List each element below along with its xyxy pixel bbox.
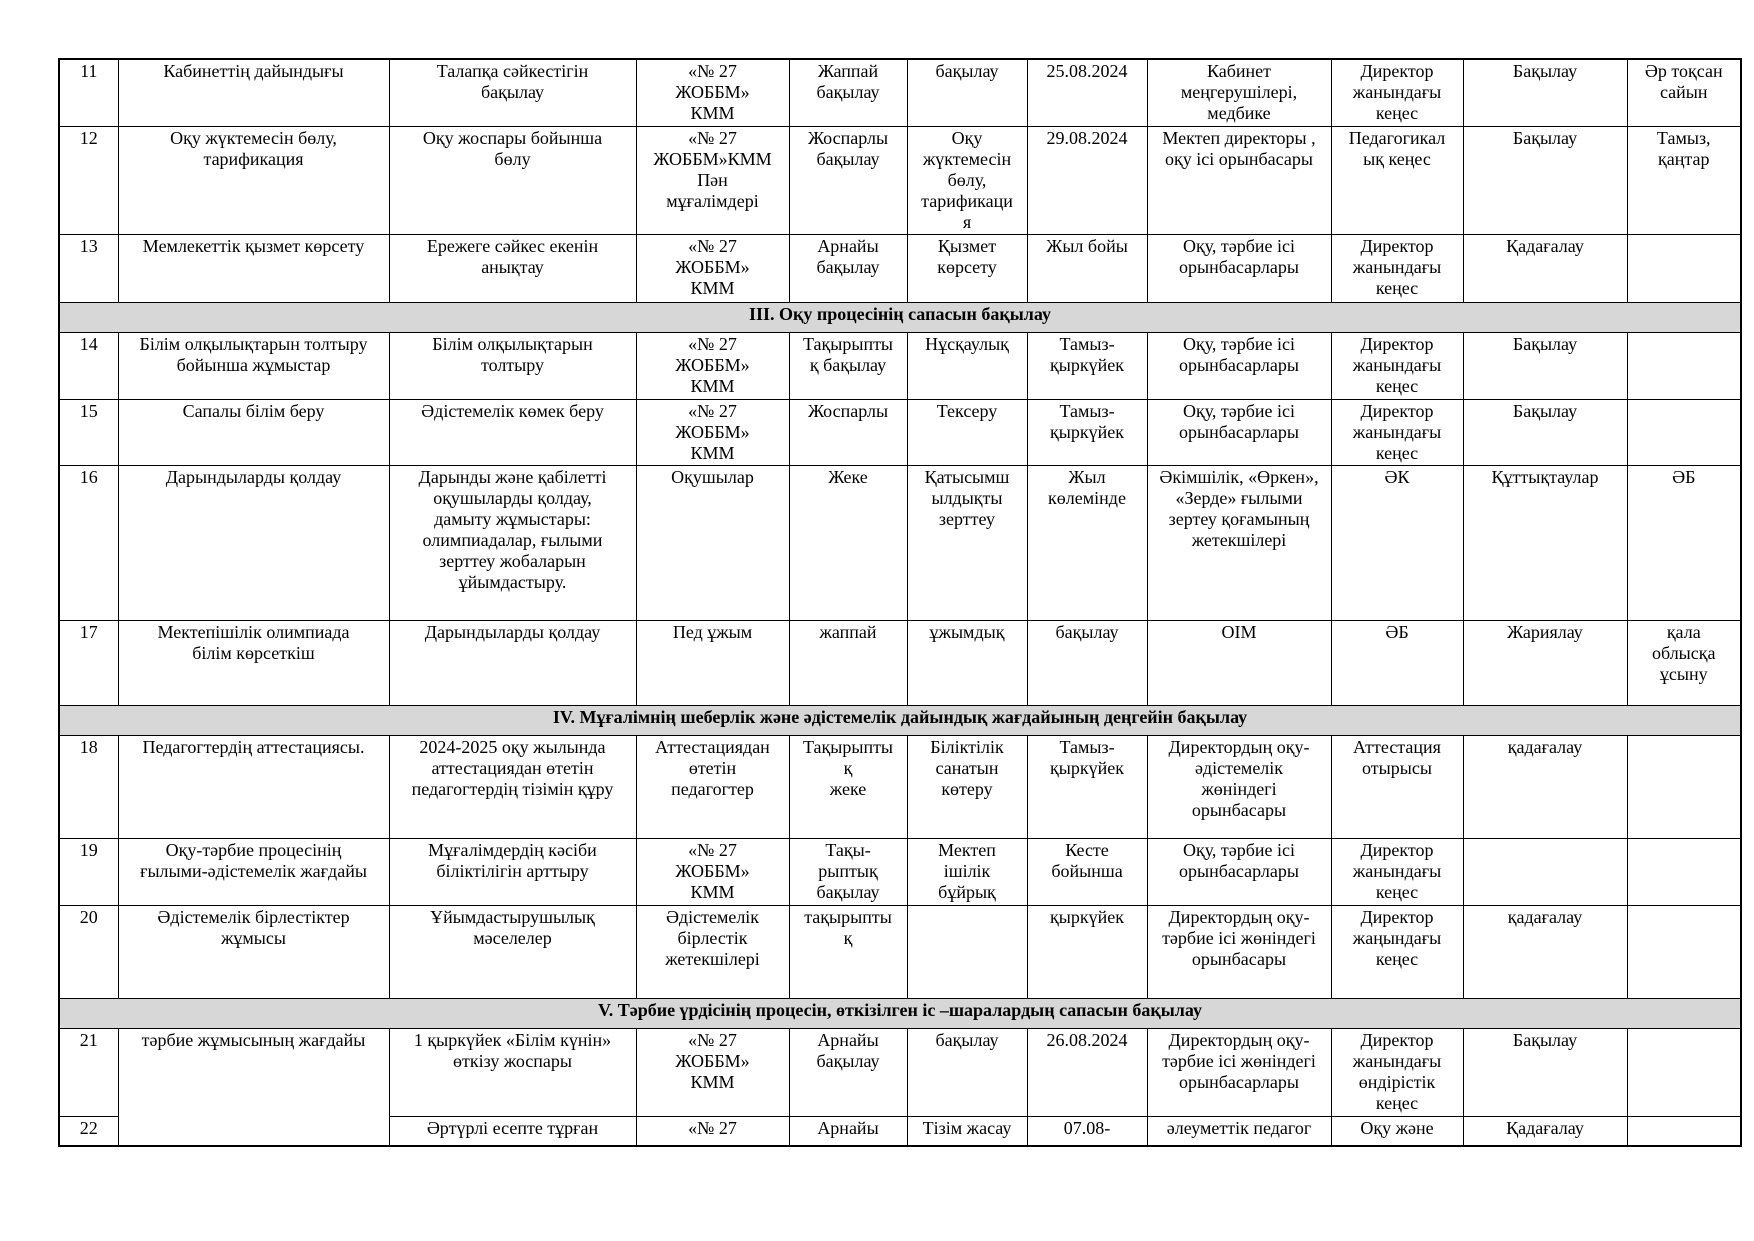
cell: Дарындыларды қолдау <box>118 465 389 620</box>
table-row <box>59 905 1741 998</box>
cell: Оқу жүктемесін бөлу, тарификация <box>118 126 389 234</box>
cell: Талапқа сәйкестігін бақылау <box>389 59 636 126</box>
cell: Директордың оқу- тәрбие ісі жөніндегі орынбасарлары <box>1147 1028 1331 1116</box>
cell: ӘБ <box>1331 620 1463 705</box>
cell: Мектеп ішілік бұйрық <box>907 838 1027 905</box>
cell: Әдістемелік көмек беру <box>389 399 636 465</box>
cell: Білім олқылықтарын толтыру <box>389 332 636 399</box>
row-number: 18 <box>59 735 118 838</box>
cell: Директордың оқу- тәрбие ісі жөніндегі орынбасары <box>1147 905 1331 998</box>
row-number: 14 <box>59 332 118 399</box>
cell: Нұсқаулық <box>907 332 1027 399</box>
cell: бақылау <box>1027 620 1147 705</box>
cell: Директор жанындағы өндірістік кеңес <box>1331 1028 1463 1116</box>
cell: Ережеге сәйкес екенін анықтау <box>389 234 636 302</box>
table-row <box>59 59 1741 126</box>
cell <box>1627 1028 1741 1116</box>
plan-table <box>58 58 1742 1147</box>
cell: жаппай <box>789 620 907 705</box>
cell: Директор жанындағы кеңес <box>1331 838 1463 905</box>
table-row <box>59 735 1741 838</box>
cell: Әдістемелік бірлестіктер жұмысы <box>118 905 389 998</box>
table-row <box>59 234 1741 302</box>
row-number: 20 <box>59 905 118 998</box>
cell: Оқу жүктемесін бөлу, тарификаци я <box>907 126 1027 234</box>
cell: «№ 27 ЖОББМ» КММ <box>636 234 789 302</box>
cell: Тақырыпты қ бақылау <box>789 332 907 399</box>
cell: Оқушылар <box>636 465 789 620</box>
cell: Тізім жасау <box>907 1116 1027 1146</box>
cell: Қадағалау <box>1463 1116 1627 1146</box>
cell: «№ 27 ЖОББМ» КММ <box>636 1028 789 1116</box>
cell: Тақырыпты қ жеке <box>789 735 907 838</box>
row-number: 16 <box>59 465 118 620</box>
section-row <box>59 705 1741 735</box>
cell: Директор жанындағы кеңес <box>1331 234 1463 302</box>
cell: Тексеру <box>907 399 1027 465</box>
cell: Директор жанындағы кеңес <box>1331 332 1463 399</box>
table-row <box>59 465 1741 620</box>
cell: Әр тоқсан сайын <box>1627 59 1741 126</box>
cell: Оқу жоспары бойынша бөлу <box>389 126 636 234</box>
cell: Тақы- рыптық бақылау <box>789 838 907 905</box>
cell: Оқу және <box>1331 1116 1463 1146</box>
table-row <box>59 620 1741 705</box>
row-number: 11 <box>59 59 118 126</box>
cell: Арнайы бақылау <box>789 234 907 302</box>
cell: «№ 27 ЖОББМ» КММ <box>636 399 789 465</box>
cell <box>1627 1116 1741 1146</box>
section-row <box>59 998 1741 1028</box>
cell: Бақылау <box>1463 399 1627 465</box>
cell: қадағалау <box>1463 905 1627 998</box>
row-number: 15 <box>59 399 118 465</box>
cell: бақылау <box>907 59 1027 126</box>
cell: Әкімшілік, «Өркен», «Зерде» ғылыми зертеу қоғамының жетекшілері <box>1147 465 1331 620</box>
table-row <box>59 838 1741 905</box>
cell: Жоспарлы <box>789 399 907 465</box>
row-number: 17 <box>59 620 118 705</box>
cell: «№ 27 ЖОББМ» КММ <box>636 59 789 126</box>
cell <box>1627 332 1741 399</box>
cell: Жариялау <box>1463 620 1627 705</box>
cell: Дарындыларды қолдау <box>389 620 636 705</box>
cell: «№ 27 ЖОББМ» КММ <box>636 838 789 905</box>
cell: Бақылау <box>1463 59 1627 126</box>
cell: «№ 27 ЖОББМ»КММ Пән мұғалімдері <box>636 126 789 234</box>
cell: Қадағалау <box>1463 234 1627 302</box>
cell: Қызмет көрсету <box>907 234 1027 302</box>
cell: Бақылау <box>1463 332 1627 399</box>
cell: Сапалы білім беру <box>118 399 389 465</box>
cell: Дарынды және қабілетті оқушыларды қолдау, дамыту жұмыстары: олимпиадалар, ғылыми зерттеу жобаларын ұйымдастыру. <box>389 465 636 620</box>
cell: Аттестация отырысы <box>1331 735 1463 838</box>
cell: ұжымдық <box>907 620 1027 705</box>
row-number: 19 <box>59 838 118 905</box>
section-header: IV. Мұғалімнің шеберлік және әдістемелік дайындық жағдайының деңгейін бақылау <box>59 705 1741 735</box>
table-row <box>59 399 1741 465</box>
cell: Мұғалімдердің кәсіби біліктілігін арттыру <box>389 838 636 905</box>
cell: Оқу, тәрбие ісі орынбасарлары <box>1147 332 1331 399</box>
cell: Жеке <box>789 465 907 620</box>
table-row <box>59 126 1741 234</box>
cell: 2024-2025 оқу жылында аттестациядан өтетін педагогтердің тізімін құру <box>389 735 636 838</box>
row-number: 21 <box>59 1028 118 1116</box>
cell: ӘБ <box>1627 465 1741 620</box>
cell <box>1627 838 1741 905</box>
cell: Білім олқылықтарын толтыру бойынша жұмыстар <box>118 332 389 399</box>
cell: 26.08.2024 <box>1027 1028 1147 1116</box>
cell: 25.08.2024 <box>1027 59 1147 126</box>
cell: Бақылау <box>1463 1028 1627 1116</box>
cell: әлеуметтік педагог <box>1147 1116 1331 1146</box>
cell <box>1463 838 1627 905</box>
cell: Жыл көлемінде <box>1027 465 1147 620</box>
section-header: V. Тәрбие үрдісінің процесін, өткізілген іс –шаралардың сапасын бақылау <box>59 998 1741 1028</box>
cell: Мектеп директоры , оқу ісі орынбасары <box>1147 126 1331 234</box>
cell: Оқу-тәрбие процесінің ғылыми-әдістемелік жағдайы <box>118 838 389 905</box>
cell: Тамыз, қаңтар <box>1627 126 1741 234</box>
cell: Арнайы бақылау <box>789 1028 907 1116</box>
cell: «№ 27 <box>636 1116 789 1146</box>
cell: Әртүрлі есепте тұрған <box>389 1116 636 1146</box>
cell: тәрбие жұмысының жағдайы <box>118 1028 389 1146</box>
cell <box>1627 905 1741 998</box>
table-row <box>59 1028 1741 1116</box>
cell: қала облысқа ұсыну <box>1627 620 1741 705</box>
cell: Жоспарлы бақылау <box>789 126 907 234</box>
cell: Жыл бойы <box>1027 234 1147 302</box>
cell: қадағалау <box>1463 735 1627 838</box>
cell <box>1627 399 1741 465</box>
cell: Тамыз- қыркүйек <box>1027 399 1147 465</box>
cell: Педагогтердің аттестациясы. <box>118 735 389 838</box>
cell: Директор жаңындағы кеңес <box>1331 905 1463 998</box>
cell: Тамыз- қыркүйек <box>1027 735 1147 838</box>
row-number: 12 <box>59 126 118 234</box>
section-row <box>59 302 1741 332</box>
cell: Оқу, тәрбие ісі орынбасарлары <box>1147 399 1331 465</box>
cell <box>1627 735 1741 838</box>
cell: Оқу, тәрбие ісі орынбасарлары <box>1147 234 1331 302</box>
cell: Тамыз- қыркүйек <box>1027 332 1147 399</box>
cell: Құттықтаулар <box>1463 465 1627 620</box>
cell: Мектепішілік олимпиада білім көрсеткіш <box>118 620 389 705</box>
row-number: 13 <box>59 234 118 302</box>
cell: Оқу, тәрбие ісі орынбасарлары <box>1147 838 1331 905</box>
cell: қыркүйек <box>1027 905 1147 998</box>
section-header: III. Оқу процесінің сапасын бақылау <box>59 302 1741 332</box>
cell: Пед ұжым <box>636 620 789 705</box>
cell: Әдістемелік бірлестік жетекшілері <box>636 905 789 998</box>
cell: Арнайы <box>789 1116 907 1146</box>
cell: Кесте бойынша <box>1027 838 1147 905</box>
cell: Жаппай бақылау <box>789 59 907 126</box>
cell: 07.08- <box>1027 1116 1147 1146</box>
cell: 1 қыркүйек «Білім күнін» өткізу жоспары <box>389 1028 636 1116</box>
cell: Кабинеттің дайындығы <box>118 59 389 126</box>
cell: 29.08.2024 <box>1027 126 1147 234</box>
cell: Директор жанындағы кеңес <box>1331 59 1463 126</box>
cell: Ұйымдастырушылық мәселелер <box>389 905 636 998</box>
table-row <box>59 332 1741 399</box>
cell: Бақылау <box>1463 126 1627 234</box>
cell: Директор жанындағы кеңес <box>1331 399 1463 465</box>
cell: тақырыпты қ <box>789 905 907 998</box>
cell: Қатысымш ылдықты зерттеу <box>907 465 1027 620</box>
cell: ӘК <box>1331 465 1463 620</box>
row-number: 22 <box>59 1116 118 1146</box>
cell: Біліктілік санатын көтеру <box>907 735 1027 838</box>
cell: Директордың оқу- әдістемелік жөніндегі орынбасары <box>1147 735 1331 838</box>
cell: ОІМ <box>1147 620 1331 705</box>
cell: бақылау <box>907 1028 1027 1116</box>
cell <box>907 905 1027 998</box>
cell: Аттестациядан өтетін педагогтер <box>636 735 789 838</box>
cell: Кабинет меңгерушілері, медбике <box>1147 59 1331 126</box>
cell: Мемлекеттік қызмет көрсету <box>118 234 389 302</box>
cell <box>1627 234 1741 302</box>
cell: Педагогикал ық кеңес <box>1331 126 1463 234</box>
cell: «№ 27 ЖОББМ» КММ <box>636 332 789 399</box>
